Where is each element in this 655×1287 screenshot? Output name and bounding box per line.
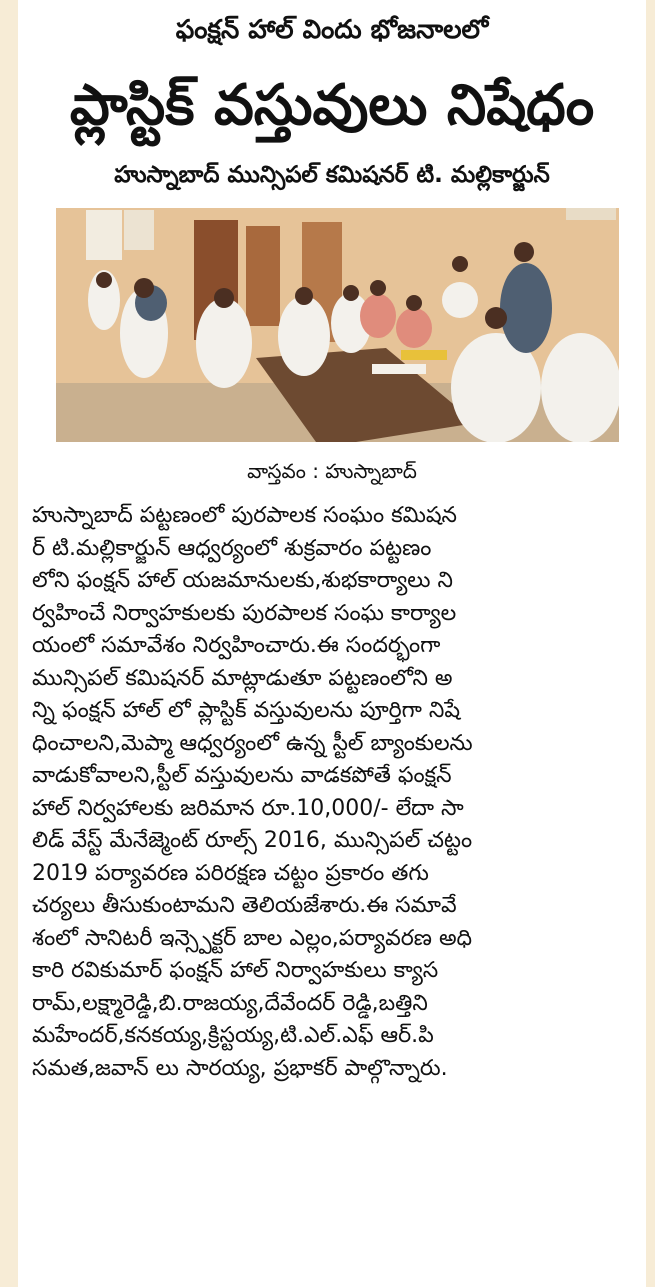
article-line: కారి రవికుమార్ ఫంక్షన్ హాల్ నిర్వాహకులు క్యాస (32, 958, 439, 983)
article-line: లోని ఫంక్షన్ హాల్ యజమానులకు,శుభకార్యాలు ని (32, 568, 453, 593)
article-line: శంలో సానిటరీ ఇన్స్పెక్టర్ బాల ఎల్లం,పర్యావరణ అధి (32, 925, 473, 951)
kicker: ఫంక్షన్ హాల్ విందు భోజనాలలో (175, 15, 489, 45)
article-line: సమత,జవాన్ లు సారయ్య, ప్రభాకర్ పాల్గొన్నారు. (32, 1055, 448, 1081)
article-line: లిడ్ వేస్ట్ మేనేజ్మెంట్ రూల్స్ 2016, మున్సిపల్ చట్టం (32, 828, 473, 853)
dateline: వాస్తవం : హుస్నాబాద్ (247, 459, 417, 483)
article-line: 2019 పర్యావరణ పరిరక్షణ చట్టం ప్రకారం తగు (32, 860, 429, 886)
article-line: హుస్నాబాద్ పట్టణంలో పురపాలక సంఘం కమిషన (32, 503, 457, 528)
article-line: ధించాలని,మెప్మా ఆధ్వర్యంలో ఉన్న స్టీల్ బ్యాంకులను (32, 730, 473, 756)
meeting-photo-illustration (56, 208, 619, 442)
meeting-photo (56, 208, 619, 442)
article-line: యంలో సమావేశం నిర్వహించారు.ఈ సందర్భంగా (32, 633, 441, 658)
article-line: రామ్,లక్ష్మారెడ్డి,బి.రాజయ్య,దేవేందర్ రెడ్డి,బత్తిని (32, 990, 428, 1016)
article-line: చర్యలు తీసుకుంటామని తెలియజేశారు.ఈ సమావే (32, 893, 457, 918)
article-line: ర్వహించే నిర్వాహకులకు పురపాలక సంఘ కార్యాల (32, 600, 457, 626)
article-line: వాడుకోవాలని,స్టీల్ వస్తువులను వాడకపోతే ఫంక్షన్ (32, 763, 452, 788)
article-line: మహేందర్,కనకయ్య,క్రిస్టయ్య,టి.ఎల్.ఎఫ్ ఆర్.పి (32, 1023, 434, 1048)
article-line: ర్ టి.మల్లికార్జున్ ఆధ్వర్యంలో శుక్రవారం పట్టణం (32, 535, 432, 561)
article-line: మున్సిపల్ కమిషనర్ మాట్లాడుతూ పట్టణంలోని అ (32, 665, 453, 691)
newspaper-clipping (18, 0, 646, 1287)
article-body (32, 500, 632, 1085)
headline: ప్లాస్టిక్ వస్తువులు నిషేధం (69, 73, 595, 138)
article-line: న్ని ఫంక్షన్ హాల్ లో ప్లాస్టిక్ వస్తువులను పూర్తిగా నిషే (32, 698, 461, 723)
subhead: హుస్నాబాద్ మున్సిపల్ కమిషనర్ టి. మల్లికార్జున్ (114, 162, 550, 188)
article-line: హాల్ నిర్వహాలకు జరిమాన రూ.10,000/- లేదా సా (32, 795, 464, 821)
